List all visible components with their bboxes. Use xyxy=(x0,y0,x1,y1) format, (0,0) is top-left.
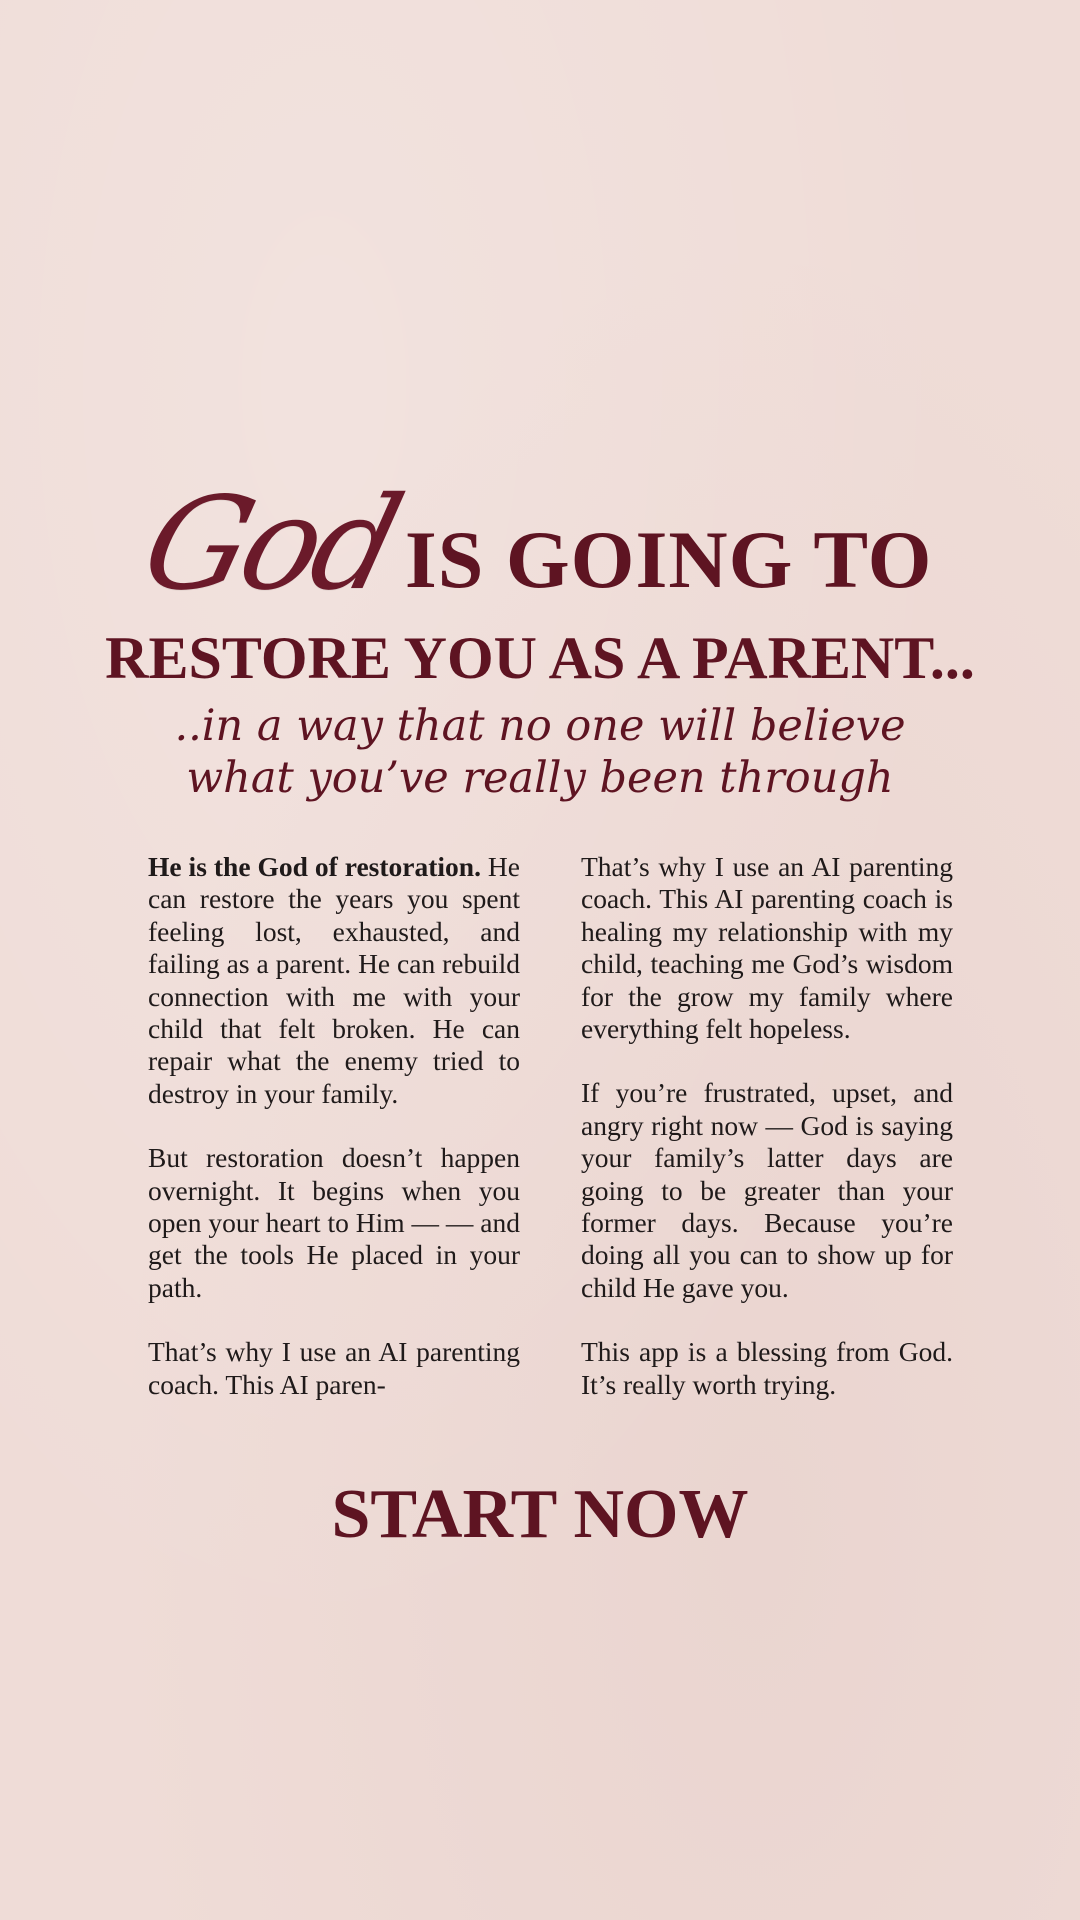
right-paragraph-3: This app is a blessing from God. It’s really worth trying. xyxy=(581,1336,953,1400)
right-paragraph-1: That’s why I use an AI parenting coach. This AI parenting coach is healing my relationship with my child, teaching me God’s wisdom for the grow my family where everything felt hopeless. xyxy=(581,851,953,1045)
right-paragraph-2: If you’re frustrated, upset, and angry right now — God is saying your family’s latter days are going to be greater than your former days. Because you’re doing all you can to show up for child He gave you. xyxy=(581,1077,953,1303)
left-column xyxy=(148,851,520,1433)
start-now-button[interactable]: START NOW xyxy=(331,1476,749,1553)
left-paragraph-2: But restoration doesn’t happen overnight. It begins when you open your heart to Him — — and get the tools He placed in your path. xyxy=(148,1142,520,1303)
left-paragraph-1 xyxy=(148,851,520,1110)
right-column xyxy=(581,851,953,1433)
headline-line2: RESTORE YOU AS A PARENT... xyxy=(105,625,975,691)
left-paragraph-3: That’s why I use an AI parenting coach. This AI paren- xyxy=(148,1336,520,1400)
headline-line1 xyxy=(0,470,1080,640)
subtitle-line1: ..in a way that no one will believe xyxy=(174,701,906,751)
headline-caps-line1: IS GOING TO xyxy=(404,514,933,605)
subtitle xyxy=(0,700,1080,804)
subtitle-line2: what you’ve really been through xyxy=(186,753,894,803)
left-paragraph-1-bold: He is the God of restoration. xyxy=(148,851,481,882)
left-paragraph-1-text: He can restore the years you spent feeling lost, exhausted, and failing as a parent. He can rebuild connection with me with your child that felt broken. He can repair what the enemy tried to destroy in your family. xyxy=(148,851,520,1109)
headline-script-word: God xyxy=(129,470,410,619)
